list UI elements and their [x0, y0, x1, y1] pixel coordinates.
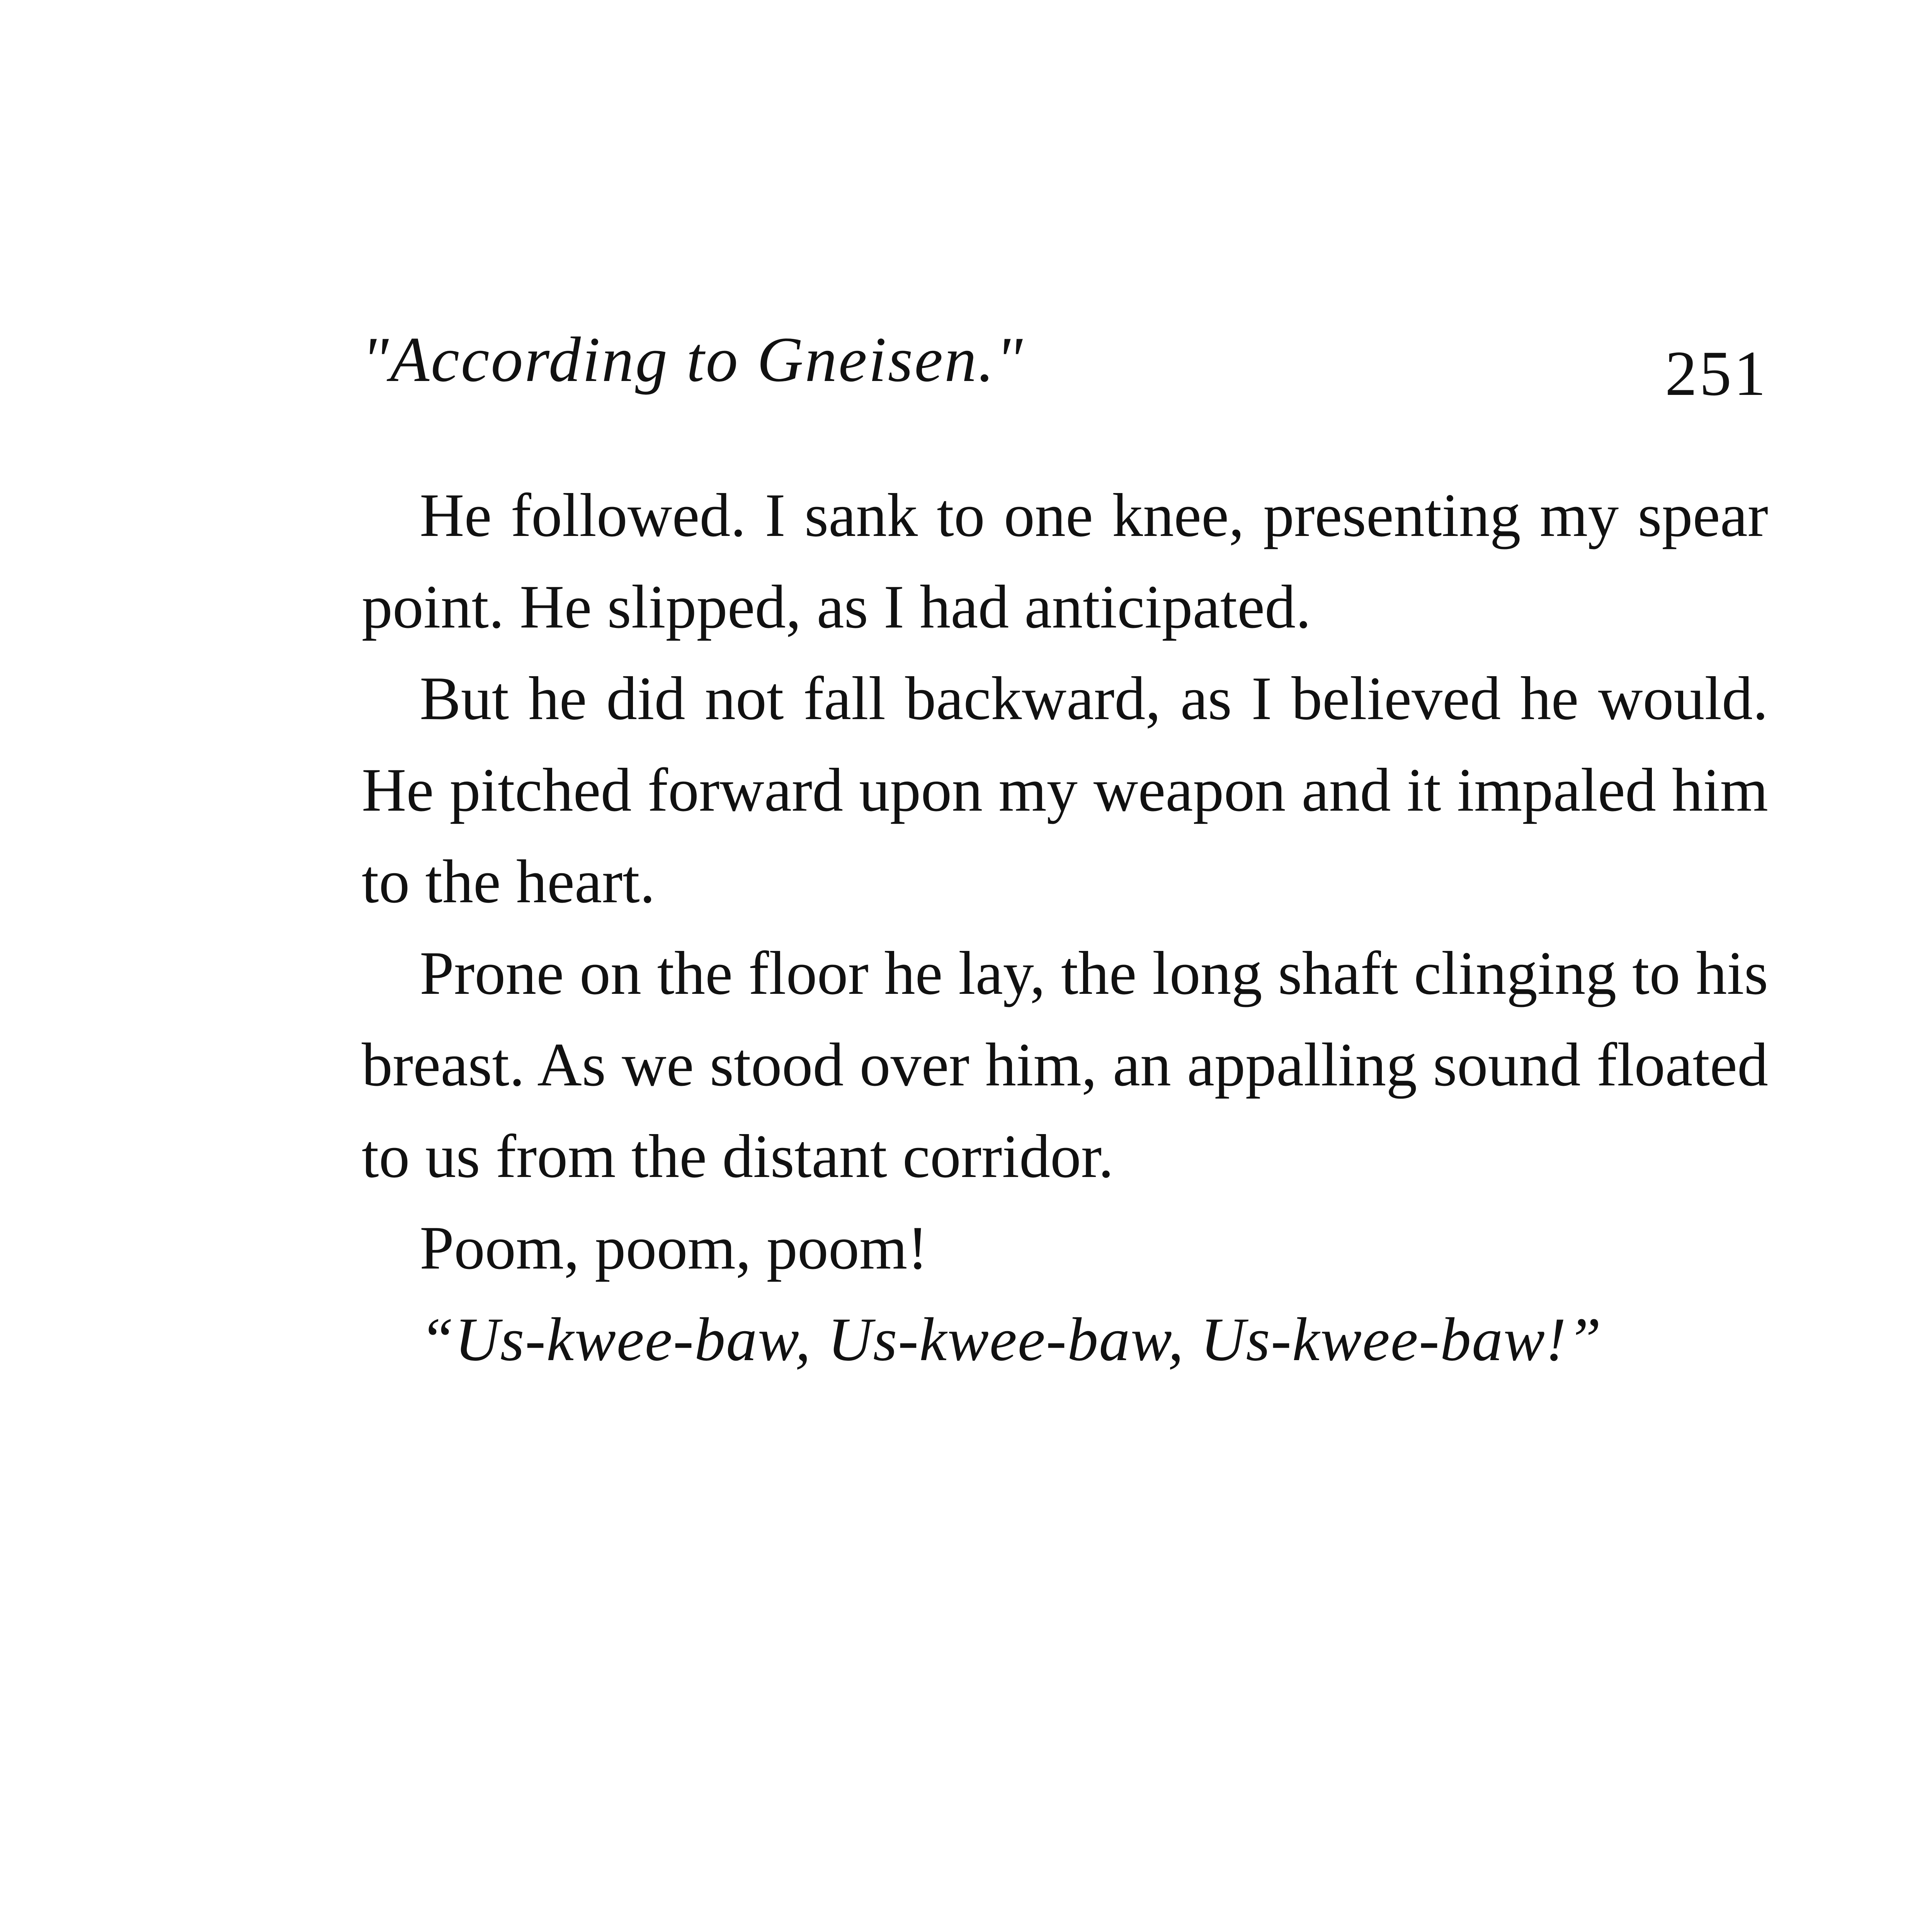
text-block	[362, 469, 1768, 1385]
running-title: "According to Gneisen."	[362, 324, 1024, 395]
paragraph-1: He followed. I sank to one knee, presenting my spear point. He slipped, as I had anticipated.	[362, 481, 1768, 641]
exclamation-line: Poom, poom, poom!	[420, 1213, 928, 1282]
paragraph-2: But he did not fall backward, as I believed he would. He pitched forward upon my weapon and it impaled him to the heart.	[362, 664, 1768, 916]
chant-line: “Us-kwee-baw, Us-kwee-baw, Us-kwee-baw!”	[420, 1305, 1602, 1374]
running-head	[362, 321, 1768, 421]
page-number: 251	[1665, 338, 1768, 409]
paragraph-3: Prone on the floor he lay, the long shaft clinging to his breast. As we stood over him, an appalling sound floated to us from the distant corridor.	[362, 939, 1768, 1190]
